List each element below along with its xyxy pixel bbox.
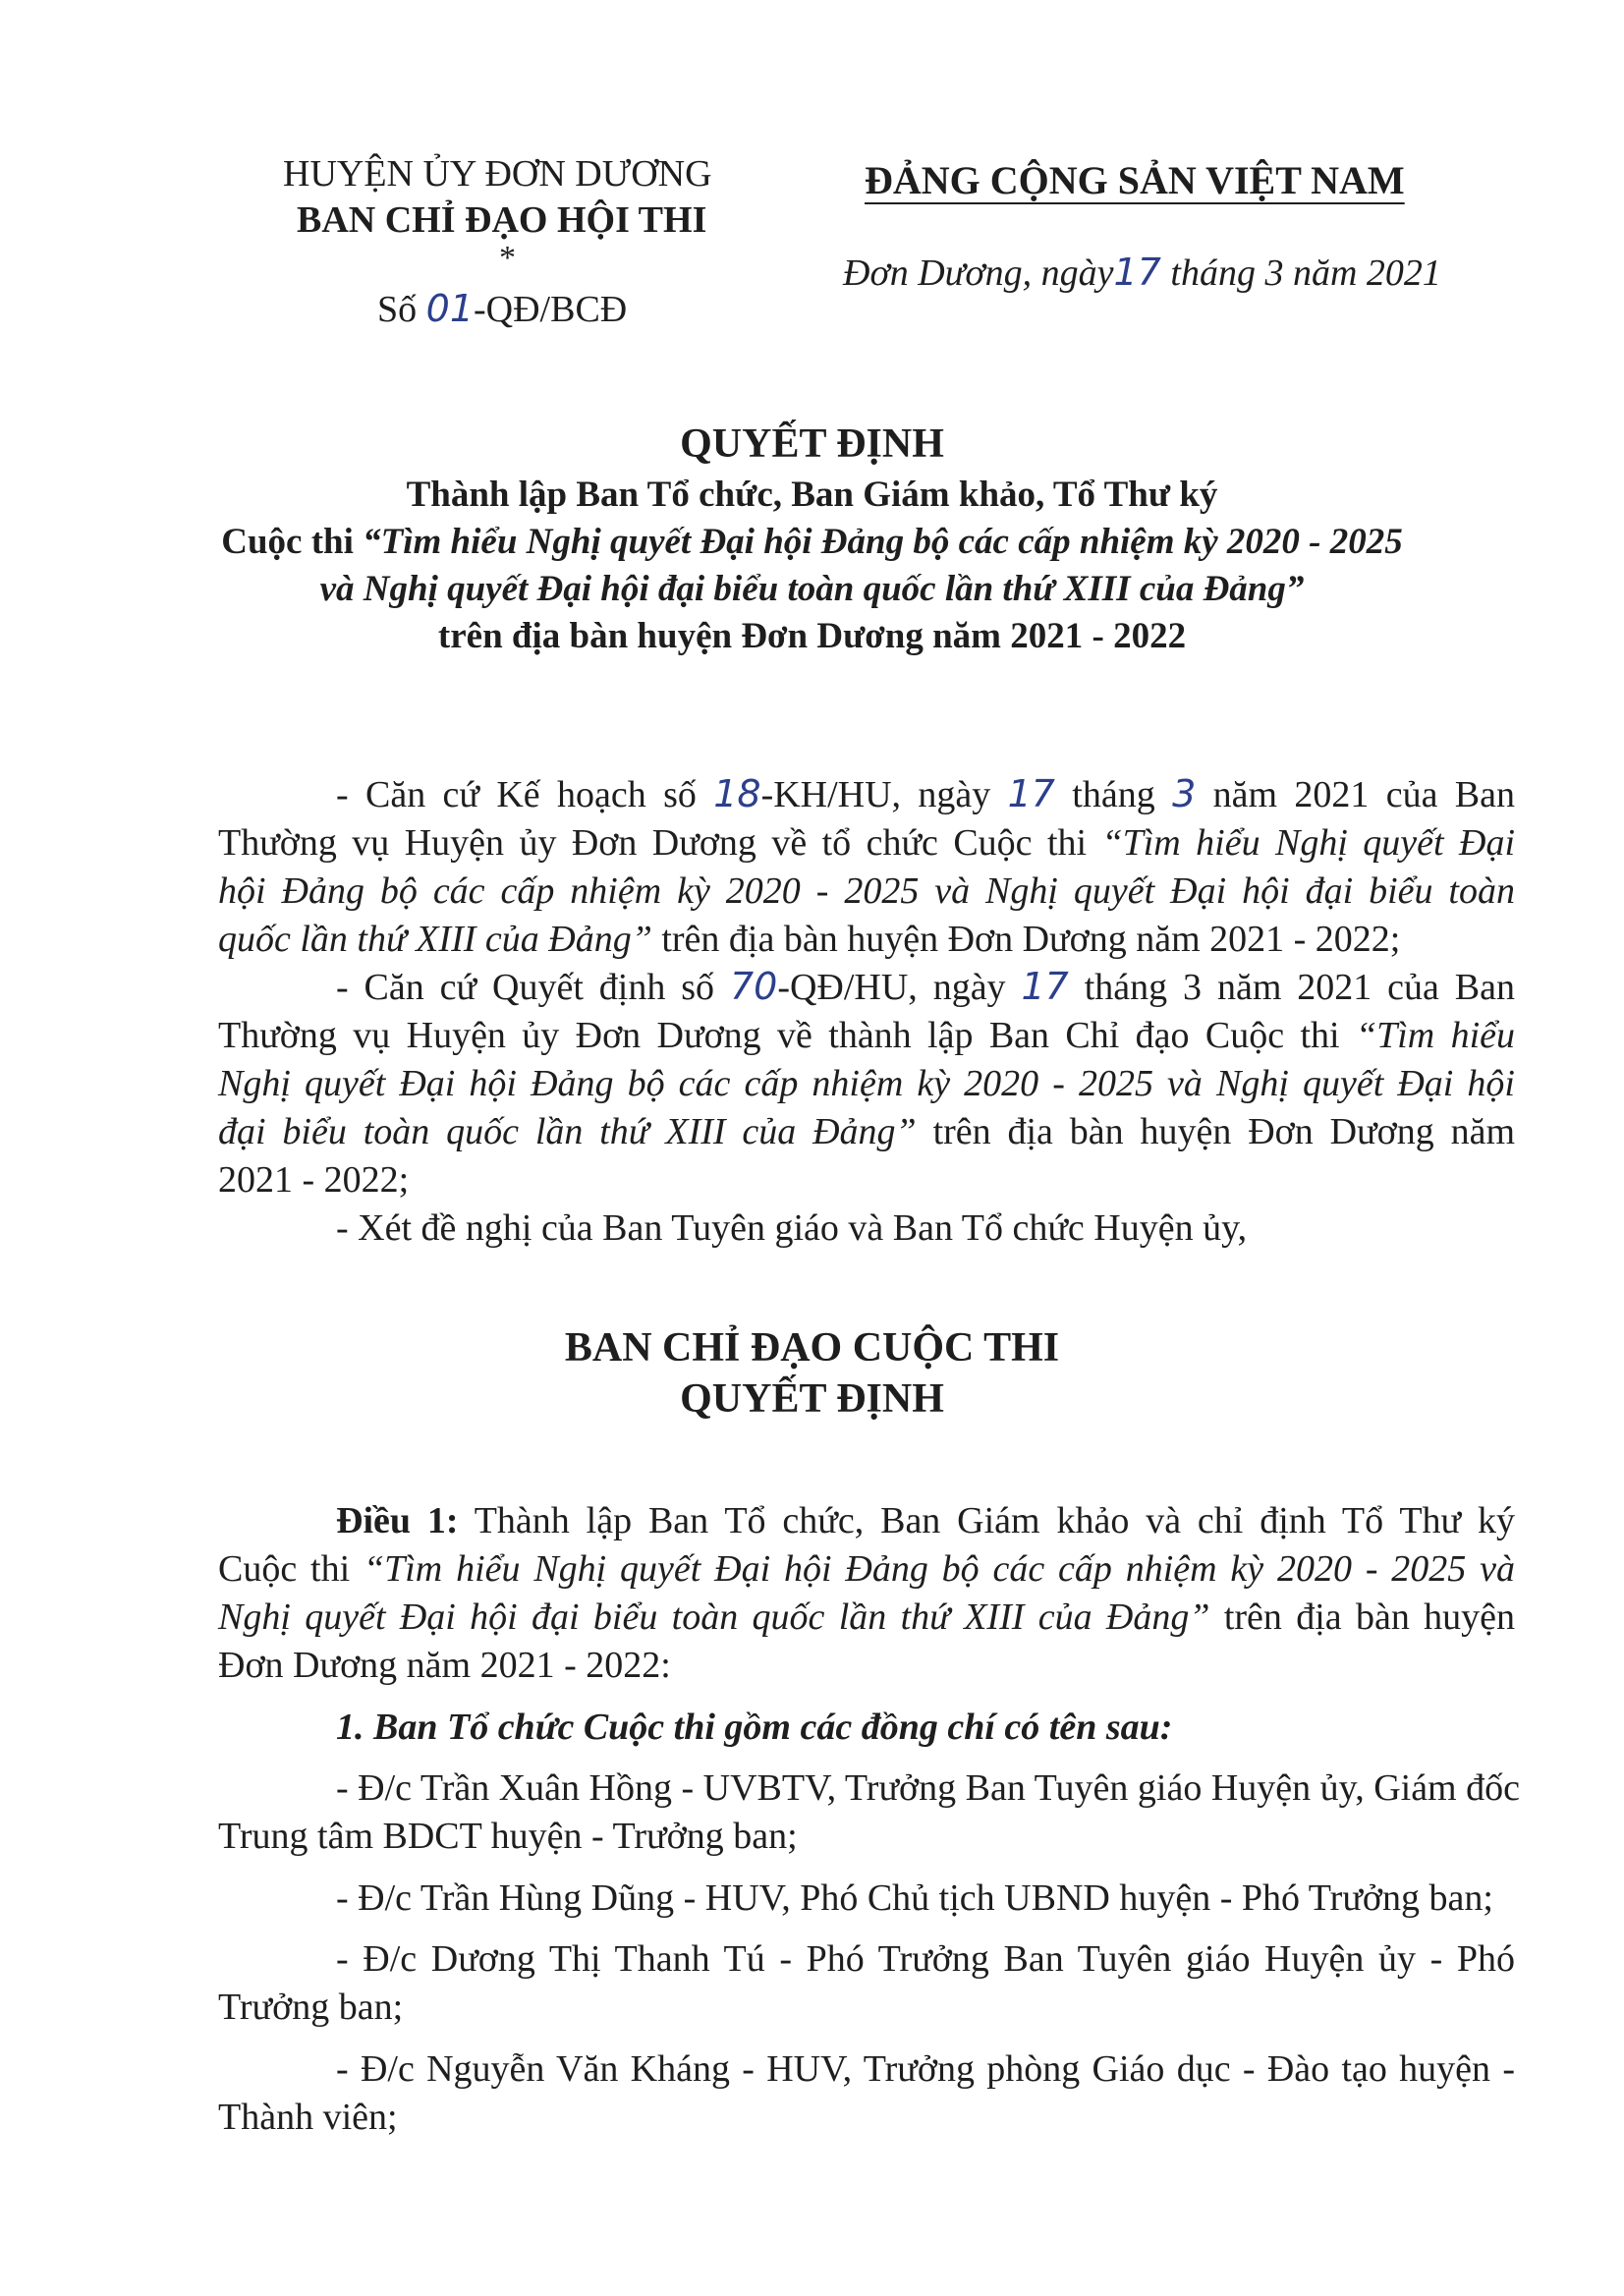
title-subject-line2 (0, 521, 1624, 563)
text: năm 2021 của Ban (1212, 774, 1515, 815)
article-1-line1 (218, 1497, 1515, 1545)
member-2-line1: - Đ/c Trần Hùng Dũng - HUV, Phó Chủ tịch UBND huyện - Phó Trưởng ban; (336, 1877, 1493, 1919)
basis-proposal-paragraph (218, 1204, 1515, 1253)
issuer-star: * (499, 240, 516, 276)
date-day-handwritten: 17 (1113, 251, 1161, 294)
handwritten-number: 70 (729, 965, 778, 1008)
section-heading-text: 1. Ban Tổ chức Cuộc thi gồm các đồng chí có tên sau: (336, 1707, 1173, 1748)
title-contest-name: “Tìm hiểu Nghị quyết Đại hội Đảng bộ các cấp nhiệm kỳ 2020 - 2025 (363, 522, 1403, 562)
text: tháng 3 năm 2021 của Ban (1084, 967, 1516, 1008)
basis-decision-line4 (218, 1108, 1515, 1156)
basis-plan-line4 (218, 916, 1515, 964)
date-prefix: Đơn Dương, ngày (843, 252, 1114, 294)
article-label: Điều 1: (336, 1500, 459, 1541)
italic-text: “Tìm hiểu Nghị quyết Đại hội Đảng bộ các cấp nhiệm kỳ 2020 - 2025 và (363, 1548, 1515, 1590)
date-suffix: tháng 3 năm 2021 (1170, 252, 1441, 294)
decision-authority-heading: BAN CHỈ ĐẠO CUỘC THI (564, 1325, 1060, 1371)
article-1-line4 (218, 1642, 1515, 1690)
article-1-line3 (218, 1594, 1515, 1642)
article-1-line2 (218, 1545, 1515, 1594)
doc-number-prefix: Số (377, 289, 418, 330)
doc-number-handwritten: 01 (425, 287, 474, 330)
handwritten-number: 18 (713, 772, 761, 815)
text: 2021 - 2022; (218, 1159, 410, 1201)
basis-proposal-line: - Xét đề nghị của Ban Tuyên giáo và Ban Tổ chức Huyện ủy, (336, 1207, 1248, 1249)
text: Thành lập Ban Tổ chức, Ban Giám khảo và chỉ định Tổ Thư ký (474, 1500, 1515, 1541)
member-4 (218, 2045, 1515, 2142)
basis-decision-line5 (218, 1156, 1515, 1204)
basis-decision-line1 (218, 963, 1515, 1012)
member-3-line1: - Đ/c Dương Thị Thanh Tú - Phó Trưởng Ban Tuyên giáo Huyện ủy - Phó (336, 1938, 1515, 1980)
text: - Căn cứ Quyết định số (336, 967, 715, 1008)
section-1-heading-block (218, 1704, 1515, 1752)
italic-text: Nghị quyết Đại hội đại biểu toàn quốc lần thứ XIII của Đảng” (218, 1596, 1210, 1638)
section-1-heading (218, 1704, 1515, 1752)
text: -QĐ/HU, ngày (777, 967, 1006, 1008)
italic-text: đại biểu toàn quốc lần thứ XIII của Đảng” (218, 1111, 917, 1152)
member-3-line2: Trưởng ban; (218, 1987, 404, 2028)
italic-text: “Tìm hiểu (1355, 1015, 1515, 1056)
text: Cuộc thi (218, 1548, 351, 1590)
member-1 (218, 1764, 1520, 1861)
basis-plan-line3 (218, 868, 1515, 916)
title-contest-label: Cuộc thi (221, 522, 354, 562)
text: - Căn cứ Kế hoạch số (336, 774, 697, 815)
basis-decision-line2 (218, 1012, 1515, 1060)
basis-decision-line3 (218, 1060, 1515, 1108)
member-4-line1: - Đ/c Nguyễn Văn Kháng - HUV, Trưởng phòng Giáo dục - Đào tạo huyện - (336, 2048, 1515, 2090)
title-subject-line4: trên địa bàn huyện Đơn Dương năm 2021 - 2022 (437, 616, 1187, 656)
place-date (843, 251, 1441, 295)
issuer-sub: BAN CHỈ ĐẠO HỘI THI (297, 199, 707, 241)
handwritten-month: 3 (1172, 772, 1197, 815)
doc-number-suffix: -QĐ/BCĐ (474, 289, 628, 330)
member-1-line2: Trung tâm BDCT huyện - Trưởng ban; (218, 1816, 798, 1857)
text: Đơn Dương năm 2021 - 2022: (218, 1645, 671, 1686)
document-number (377, 287, 627, 331)
text: trên địa bàn huyện (1223, 1596, 1516, 1638)
title-subject-line1: Thành lập Ban Tổ chức, Ban Giám khảo, Tổ Thư ký (406, 475, 1218, 515)
text: trên địa bàn huyện Đơn Dương năm 2021 - 2022; (661, 919, 1401, 960)
basis-plan-line1 (218, 770, 1515, 819)
italic-text: Nghị quyết Đại hội Đảng bộ các cấp nhiệm kỳ 2020 - 2025 và Nghị quyết Đại hội (218, 1063, 1515, 1104)
italic-text: quốc lần thứ XIII của Đảng” (218, 919, 652, 960)
text: Thường vụ Huyện ủy Đơn Dương về thành lập Ban Chỉ đạo Cuộc thi (218, 1015, 1340, 1056)
basis-plan-line2 (218, 819, 1515, 868)
text: trên địa bàn huyện Đơn Dương năm (932, 1111, 1516, 1152)
document-type-title: QUYẾT ĐỊNH (680, 421, 944, 467)
member-3 (218, 1935, 1515, 2032)
decision-heading: QUYẾT ĐỊNH (680, 1376, 944, 1422)
text: Thường vụ Huyện ủy Đơn Dương về tổ chức Cuộc thi (218, 822, 1088, 864)
party-name: ĐẢNG CỘNG SẢN VIỆT NAM (865, 158, 1405, 202)
handwritten-day: 17 (1021, 965, 1069, 1008)
member-2 (218, 1875, 1515, 1923)
title-contest-name-cont: và Nghị quyết Đại hội đại biểu toàn quốc lần thứ XIII của Đảng” (319, 569, 1305, 609)
article-1-paragraph (218, 1497, 1515, 1690)
italic-text: hội Đảng bộ các cấp nhiệm kỳ 2020 - 2025 và Nghị quyết Đại hội đại biểu toàn (218, 870, 1515, 912)
title-subject-line3 (0, 568, 1624, 610)
issuer-name: HUYỆN ỦY ĐƠN DƯƠNG (283, 153, 712, 195)
italic-text: “Tìm hiểu Nghị quyết Đại (1101, 822, 1516, 864)
member-1-line1: - Đ/c Trần Xuân Hồng - UVBTV, Trưởng Ban Tuyên giáo Huyện ủy, Giám đốc (336, 1767, 1520, 1809)
basis-decision-paragraph (218, 963, 1515, 1204)
handwritten-day: 17 (1007, 772, 1055, 815)
text: tháng (1072, 774, 1155, 815)
member-4-line2: Thành viên; (218, 2097, 398, 2138)
basis-plan-paragraph (218, 770, 1515, 964)
text: -KH/HU, ngày (760, 774, 991, 815)
